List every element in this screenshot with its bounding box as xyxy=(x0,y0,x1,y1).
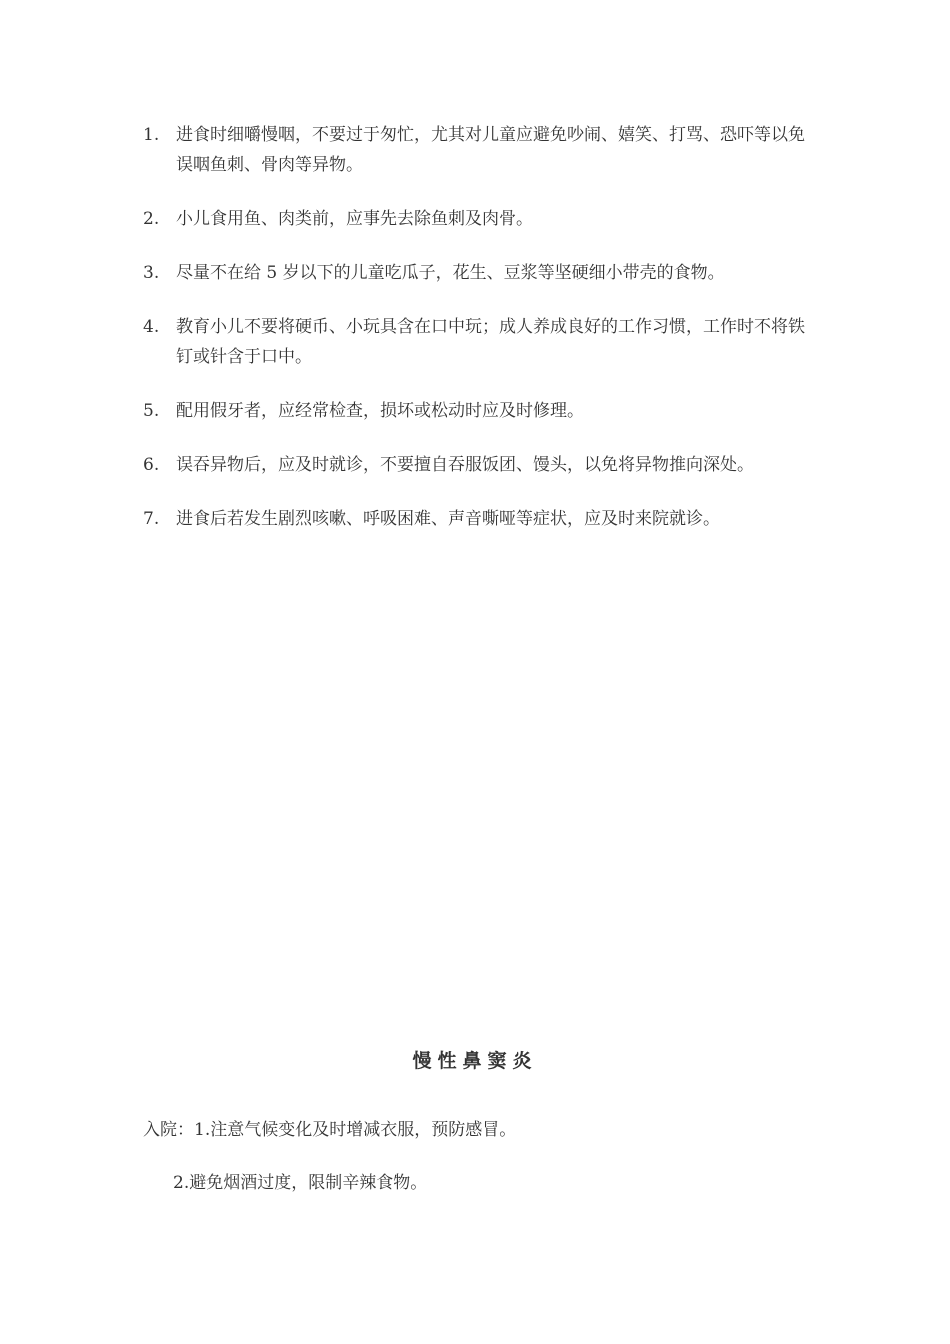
item-text: 配用假牙者，应经常检查，损坏或松动时应及时修理。 xyxy=(176,401,584,421)
item-number: 1. xyxy=(143,125,160,145)
item-text: 误吞异物后，应及时就诊，不要擅自吞服饭团、馒头，以免将异物推向深处。 xyxy=(176,455,754,475)
admission-advice-line-2: 2.避免烟酒过度，限制辛辣食物。 xyxy=(173,1173,428,1193)
list-item xyxy=(143,312,813,372)
item-text: 进食后若发生剧烈咳嗽、呼吸困难、声音嘶哑等症状，应及时来院就诊。 xyxy=(176,509,720,529)
list-item xyxy=(143,504,813,534)
item-number: 5. xyxy=(143,401,160,421)
advice-list xyxy=(143,120,813,558)
list-item xyxy=(143,120,813,180)
list-item xyxy=(143,450,813,480)
item-number: 2. xyxy=(143,209,160,229)
list-item xyxy=(143,396,813,426)
section-title: 慢性鼻窦炎 xyxy=(412,1050,538,1072)
item-number: 6. xyxy=(143,455,160,475)
item-text: 进食时细嚼慢咽，不要过于匆忙，尤其对儿童应避免吵闹、嬉笑、打骂、恐吓等以免误咽鱼刺、骨肉等异物。 xyxy=(176,125,805,175)
admission-advice-line-1: 入院：1.注意气候变化及时增减衣服，预防感冒。 xyxy=(143,1120,517,1140)
item-text: 小儿食用鱼、肉类前，应事先去除鱼刺及肉骨。 xyxy=(176,209,533,229)
list-item xyxy=(143,258,813,288)
item-text: 教育小儿不要将硬币、小玩具含在口中玩；成人养成良好的工作习惯，工作时不将铁钉或针含于口中。 xyxy=(176,317,805,367)
list-item xyxy=(143,204,813,234)
item-number: 7. xyxy=(143,509,160,529)
item-number: 3. xyxy=(143,263,160,283)
item-number: 4. xyxy=(143,317,160,337)
item-text: 尽量不在给 5 岁以下的儿童吃瓜子，花生、豆浆等坚硬细小带壳的食物。 xyxy=(176,263,725,283)
